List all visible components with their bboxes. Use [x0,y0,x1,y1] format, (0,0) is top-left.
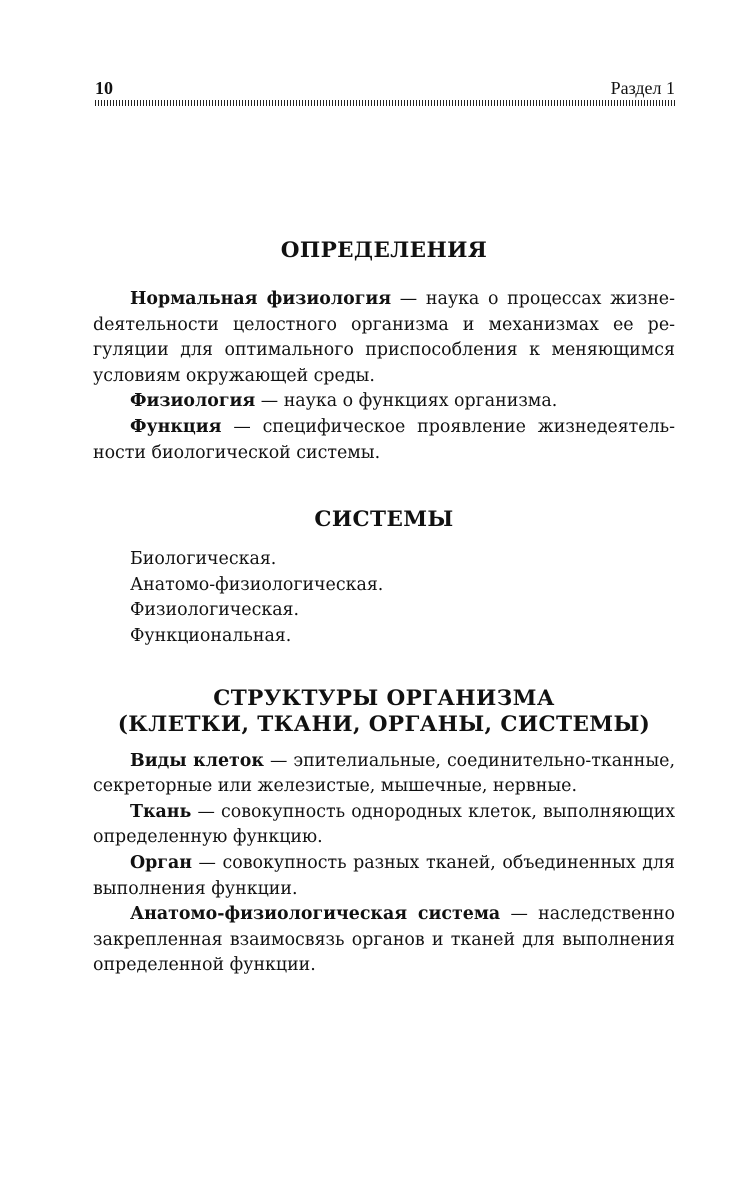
structure-text: — эпителиальные, соединительно-тканные, секреторные или железистые, мышечные, нервные. [93,750,675,797]
page-number: 10 [95,78,113,98]
definition-item [93,287,675,389]
structure-item [93,749,675,800]
list-item: Физиологическая. [130,600,300,621]
running-head [95,78,675,98]
list-item: Функциональная. [130,625,292,646]
structure-item [93,851,675,902]
structures-heading-line1: СТРУКТУРЫ ОРГАНИЗМА [213,685,555,711]
definition-text: — наука о процессах жизнеdеятельности целостного организма и механизмах ее регуляции для оптимального приспособления к меняющимся условиям окружающей среды. [93,289,675,386]
structures-heading [93,686,675,738]
definitions-heading: ОПРЕДЕЛЕНИЯ [280,238,488,263]
definition-term: Нормальная физиология [130,289,392,309]
structure-text: — совокупность однородных клеток, выполняющих определенную функцию. [93,801,675,848]
structure-text: — совокупность разных тканей, объединенных для выполнения функции. [93,852,675,899]
definition-item [93,389,675,415]
list-item: Анатомо-физиологическая. [130,574,384,595]
definition-text: — наука о функциях организма. [255,391,558,412]
structure-item [93,902,675,979]
structure-term: Орган [130,852,192,873]
structure-text: — наследственно закрепленная взаимосвязь органов и тканей для выполнения определенной функции. [93,904,675,976]
definition-text: — специфическое проявление жизнедеятельности биологической системы. [93,416,675,463]
definition-term: Функция [130,416,222,437]
structures-heading-line2: (КЛЕТКИ, ТКАНИ, ОРГАНЫ, СИСТЕМЫ) [117,711,651,737]
definition-term: Физиология [130,391,256,412]
structure-term: Виды клеток [130,750,264,771]
list-item: Биологическая. [130,549,277,570]
section-label: Раздел 1 [610,78,675,98]
structure-term: Ткань [130,801,192,822]
header-rule [95,100,675,106]
definition-item [93,415,675,466]
structure-term: Анатомо-физиологическая система [130,904,501,925]
systems-list [93,547,675,649]
page-content [93,238,675,979]
systems-heading: СИСТЕМЫ [314,507,454,533]
structure-item [93,800,675,851]
